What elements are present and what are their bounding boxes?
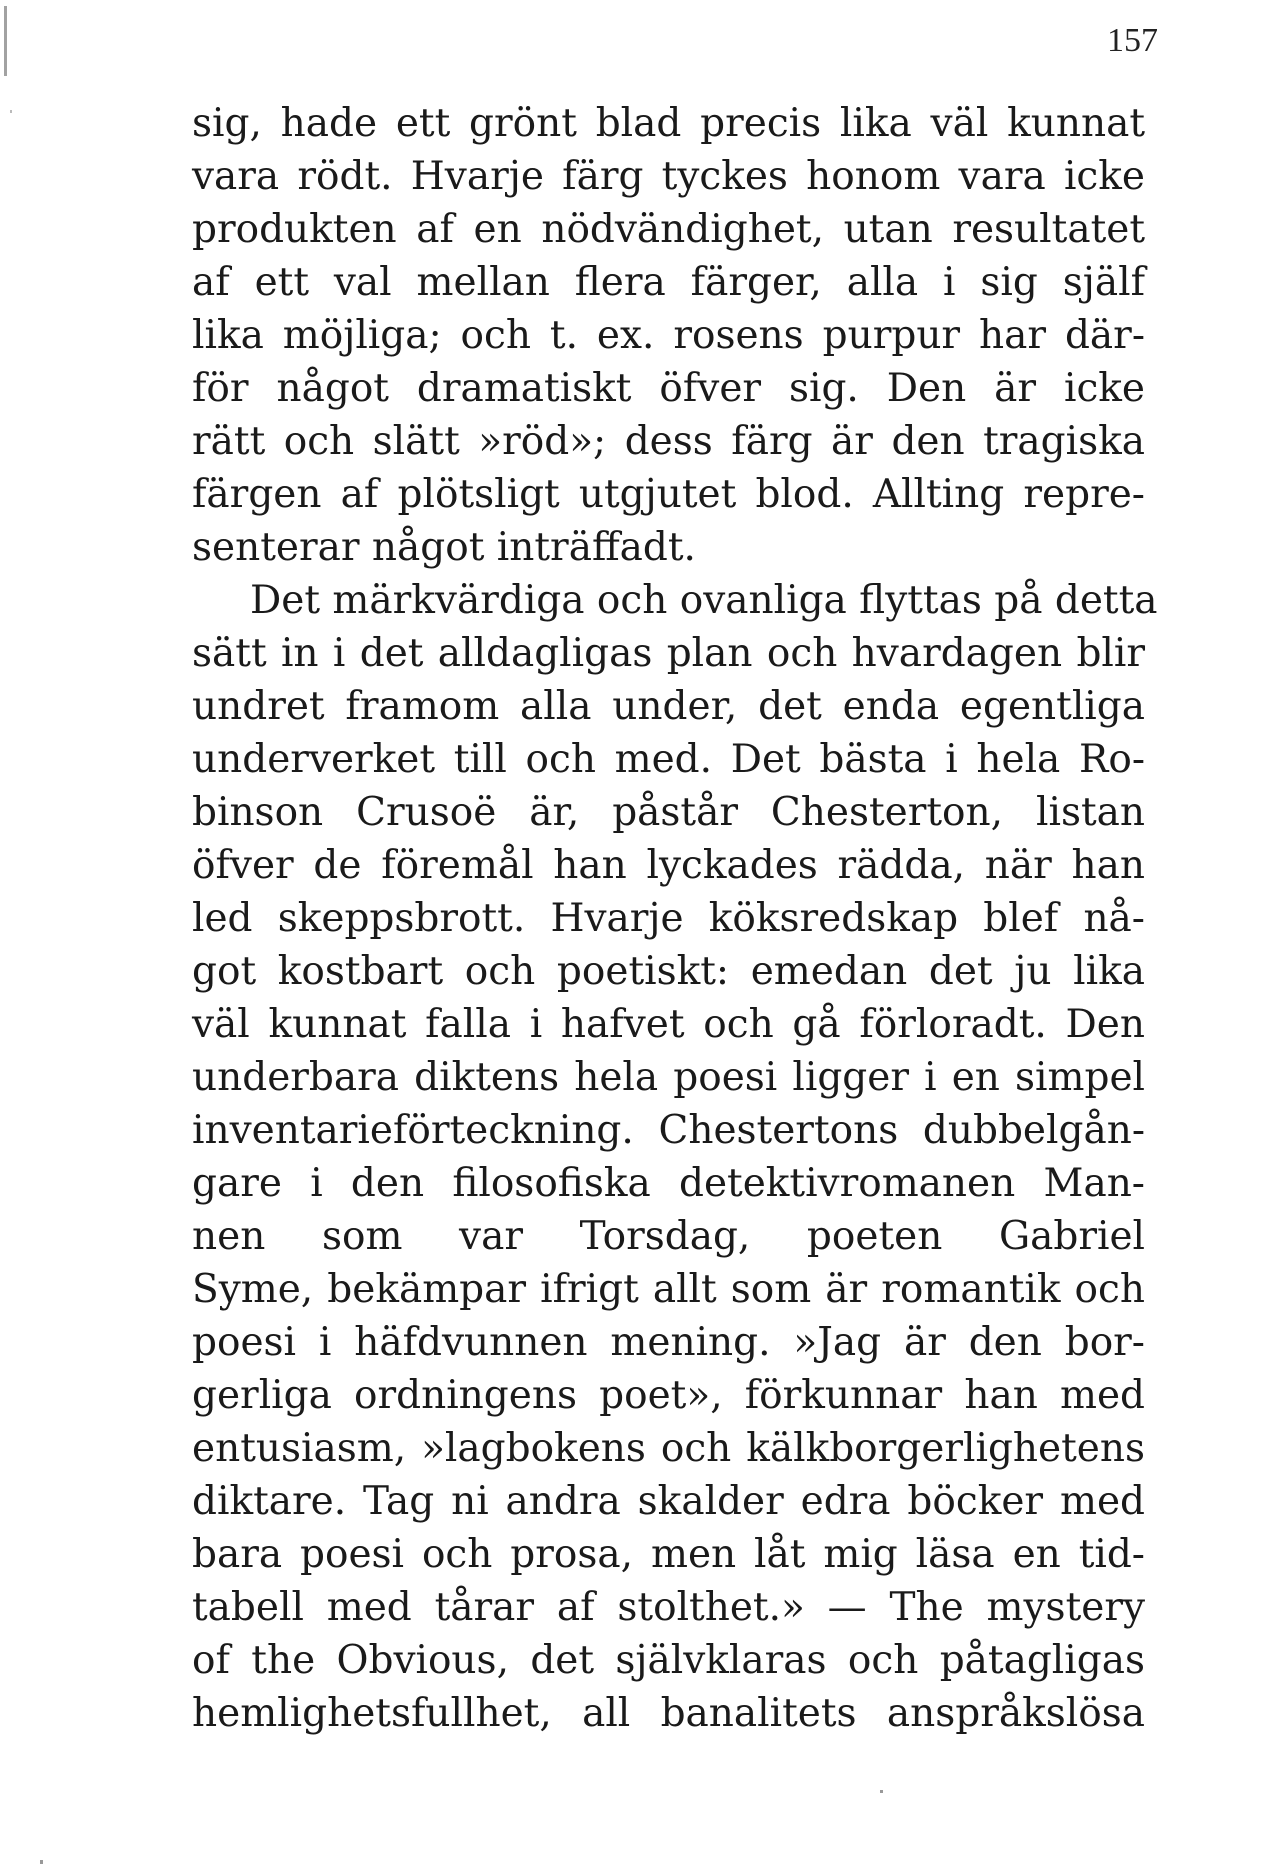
text-line: undret framom alla under, det enda egentliga [192, 684, 1145, 729]
text-line: öfver de föremål han lyckades rädda, när han [192, 843, 1145, 888]
text-line: binson Crusoë är, påstår Chesterton, listan [192, 790, 1145, 835]
page-number: 157 [1107, 22, 1158, 59]
text-line: underbara diktens hela poesi ligger i en simpel [192, 1055, 1145, 1100]
text-line: sätt in i det alldagligas plan och hvardagen blir [192, 631, 1145, 676]
text-line: för något dramatiskt öfver sig. Den är icke [192, 366, 1145, 411]
text-line: of the Obvious, det självklaras och påtagligas [192, 1638, 1145, 1683]
text-line: produkten af en nödvändighet, utan resultatet [192, 207, 1145, 252]
text-line: nen som var Torsdag, poeten Gabriel [192, 1214, 1145, 1259]
text-line: led skeppsbrott. Hvarje köksredskap blef nå- [192, 896, 1145, 941]
text-line: underverket till och med. Det bästa i hela Ro- [192, 737, 1145, 782]
text-line: inventarieförteckning. Chestertons dubbelgån- [192, 1108, 1145, 1153]
scan-edge-mark [10, 110, 12, 113]
text-line: rätt och slätt »röd»; dess färg är den tragiska [192, 419, 1145, 464]
text-line: gare i den filosofiska detektivromanen Man- [192, 1161, 1145, 1206]
text-line: poesi i häfdvunnen mening. »Jag är den bor- [192, 1320, 1145, 1365]
text-line: senterar något inträffadt. [192, 525, 696, 570]
text-line: väl kunnat falla i hafvet och gå förloradt. Den [192, 1002, 1145, 1047]
text-line: got kostbart och poetiskt: emedan det ju lika [192, 949, 1145, 994]
text-line: hemlighetsfullhet, all banalitets anspråkslösa [192, 1691, 1145, 1736]
paragraph-start-line: Det märkvärdiga och ovanliga flyttas på detta [250, 578, 1158, 623]
text-line: diktare. Tag ni andra skalder edra böcker med [192, 1479, 1145, 1524]
text-line: entusiasm, »lagbokens och kälkborgerlighetens [192, 1426, 1145, 1471]
text-line: lika möjliga; och t. ex. rosens purpur har där- [192, 313, 1145, 358]
text-line: bara poesi och prosa, men låt mig läsa en tid- [192, 1532, 1145, 1577]
text-line: tabell med tårar af stolthet.» — The mystery [192, 1585, 1145, 1630]
text-line: af ett val mellan flera färger, alla i sig själf [192, 260, 1145, 305]
scan-edge-mark [40, 1860, 43, 1864]
text-line: färgen af plötsligt utgjutet blod. Allting repre- [192, 472, 1145, 517]
text-line: gerliga ordningens poet», förkunnar han med [192, 1373, 1145, 1418]
text-line: Syme, bekämpar ifrigt allt som är romantik och [192, 1267, 1145, 1312]
scan-edge-mark [880, 1790, 883, 1793]
body-text [192, 97, 1158, 1740]
scan-edge-mark [4, 6, 7, 76]
text-line: vara rödt. Hvarje färg tyckes honom vara icke [192, 154, 1145, 199]
text-line: sig, hade ett grönt blad precis lika väl kunnat [192, 101, 1145, 146]
